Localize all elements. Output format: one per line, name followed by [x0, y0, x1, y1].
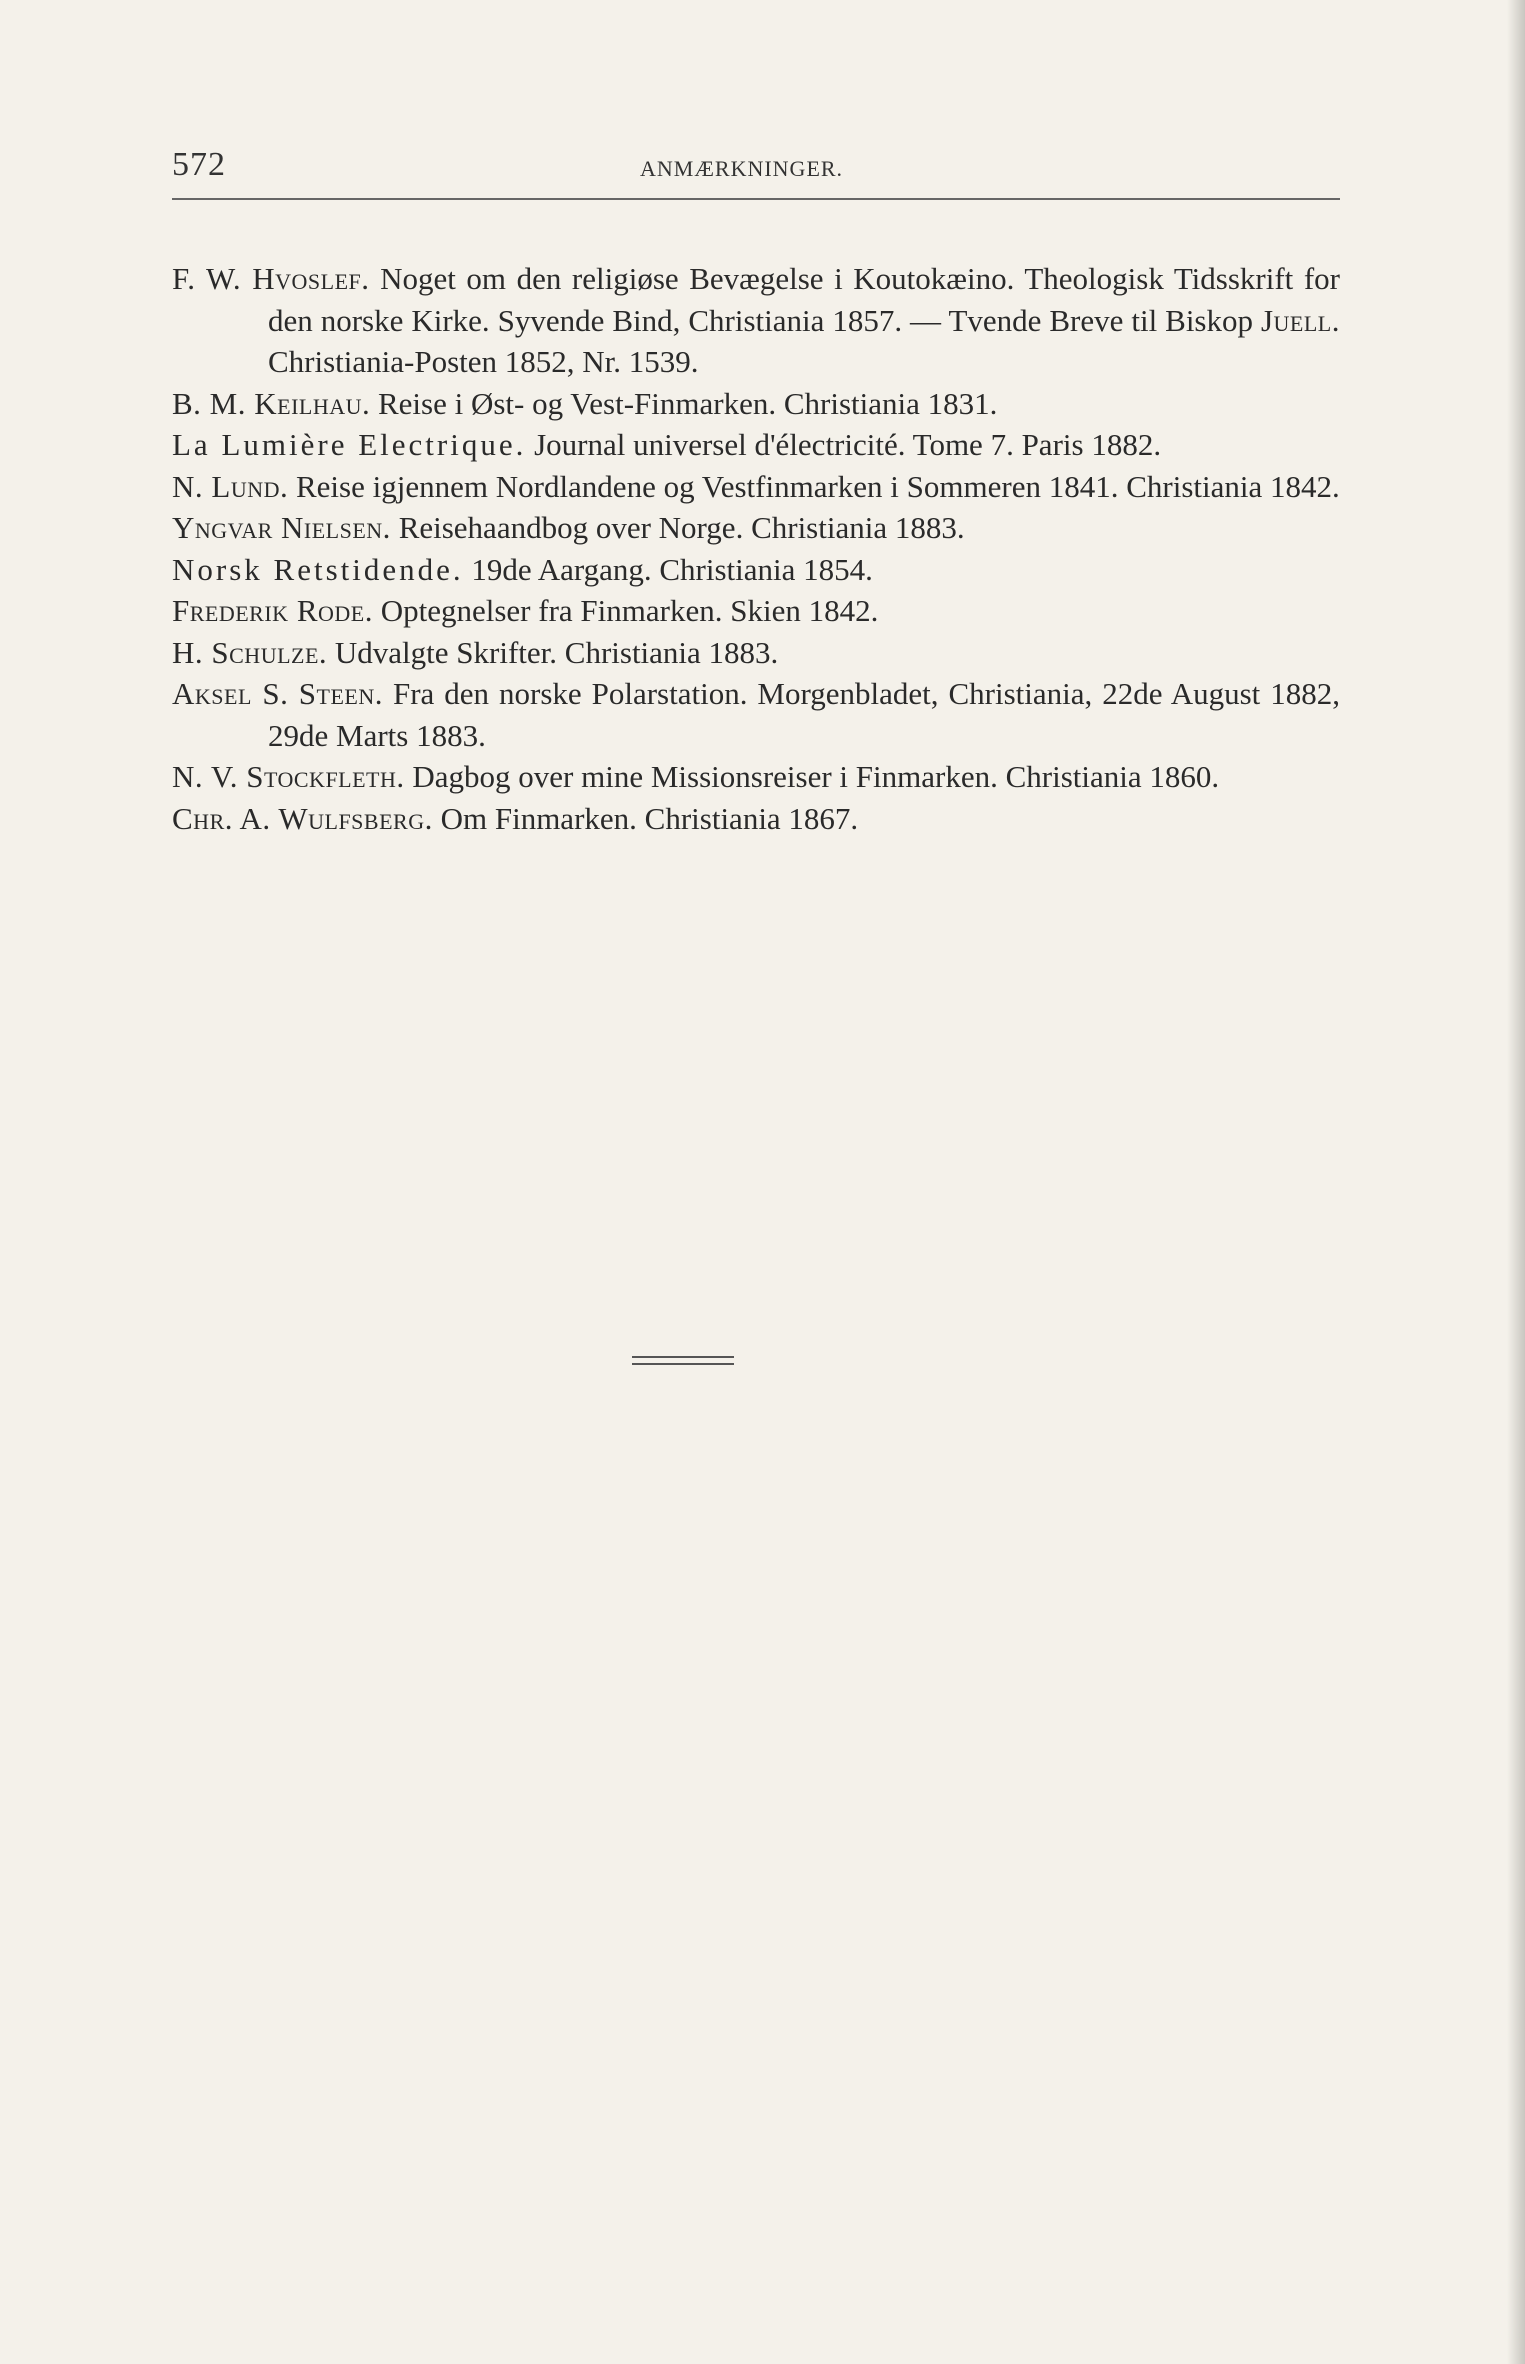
entry-text-secondary: Christiania-Posten 1852, Nr. 1539. — [268, 344, 699, 379]
bibliography-entry-keilhau — [172, 383, 1340, 425]
bibliography-entry-steen — [172, 673, 1340, 756]
entry-author: Frederik Rode. — [172, 593, 373, 628]
end-rule-line — [632, 1356, 734, 1358]
bibliography-entry-rode — [172, 590, 1340, 632]
entry-author: N. Lund. — [172, 468, 289, 504]
entry-text: 19de Aargang. Christiania 1854. — [463, 551, 873, 587]
bibliography-entry-lumiere-electrique — [172, 424, 1340, 466]
bibliography-entry-nielsen — [172, 507, 1340, 549]
entry-author: Yngvar Nielsen. — [172, 510, 391, 545]
page-number: 572 — [172, 146, 226, 183]
entry-text: Noget om den religiøse Bevægelse i Koutokæino. Theologisk Tidsskrift for den norske Kirke. Syvende Bind, Christiania 1857. — Tvende Breve til Biskop — [268, 261, 1340, 338]
end-rule-line — [632, 1363, 734, 1365]
bibliography-list — [172, 258, 1340, 839]
entry-title: La Lumière Electrique. — [172, 427, 527, 462]
entry-text: Dagbog over mine Missionsreiser i Finmarken. Christiania 1860. — [404, 759, 1220, 794]
entry-text: Fra den norske Polarstation. Morgenbladet, Christiania, 22de August 1882, 29de Marts 1883. — [268, 676, 1340, 753]
entry-text: Om Finmarken. Christiania 1867. — [432, 800, 859, 836]
entry-text: Reise i Øst- og Vest-Finmarken. Christiania 1831. — [370, 385, 998, 421]
header-rule — [172, 198, 1340, 200]
entry-author: B. M. Keilhau. — [172, 385, 371, 421]
entry-text: Reisehaandbog over Norge. Christiania 1883. — [390, 510, 965, 545]
page-edge-shadow — [1507, 0, 1525, 2364]
bibliography-entry-norsk-retstidende — [172, 549, 1340, 591]
bibliography-entry-schulze — [172, 632, 1340, 674]
entry-author-secondary: Juell. — [1260, 302, 1340, 338]
entry-text: Udvalgte Skrifter. Christiania 1883. — [327, 634, 779, 670]
entry-author: H. Schulze. — [172, 634, 328, 670]
entry-author: Aksel S. Steen. — [172, 676, 384, 711]
bibliography-entry-hvoslef — [172, 258, 1340, 383]
entry-author: Chr. A. Wulfsberg. — [172, 800, 433, 836]
entry-author: N. V. Stockfleth. — [172, 759, 405, 794]
entry-text: Journal universel d'électricité. Tome 7. Paris 1882. — [526, 427, 1162, 462]
entry-title: Norsk Retstidende. — [172, 551, 464, 587]
entry-text: Reise igjennem Nordlandene og Vestfinmarken i Sommeren 1841. Christiania 1842. — [288, 468, 1340, 504]
running-head: ANMÆRKNINGER. — [640, 156, 844, 181]
end-of-section-rule — [632, 1356, 734, 1370]
entry-author: F. W. Hvoslef. — [172, 261, 370, 296]
bibliography-entry-lund — [172, 466, 1340, 508]
bibliography-entry-stockfleth — [172, 756, 1340, 798]
bibliography-entry-wulfsberg — [172, 798, 1340, 840]
entry-text: Optegnelser fra Finmarken. Skien 1842. — [372, 593, 879, 628]
